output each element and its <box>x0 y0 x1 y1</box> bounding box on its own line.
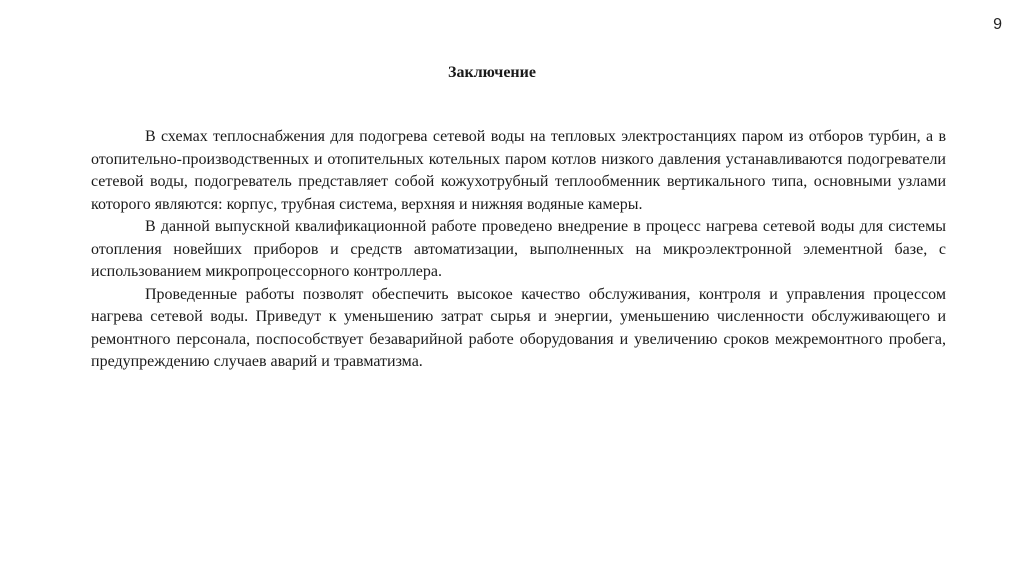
page-title: Заключение <box>448 64 536 81</box>
paragraph-3: Проведенные работы позволят обеспечить высокое качество обслуживания, контроля и управления процессом нагрева сетевой воды. Приведут к уменьшению затрат сырья и энергии, уменьшению численности обслуживающего и ремонтного персонала, поспособствует безаварийной работе оборудования и увеличению сроков межремонтного пробега, предупреждению случаев аварий и травматизма. <box>91 285 946 370</box>
conclusion-body <box>91 126 946 374</box>
page-number: 9 <box>993 16 1002 33</box>
paragraph-1: В схемах теплоснабжения для подогрева сетевой воды на тепловых электростанциях паром из отборов турбин, а в отопительно-производственных и отопительных котельных паром котлов низкого давления устанавливаются подогреватели сетевой воды, подогреватель представляет собой кожухотрубный теплообменник вертикального типа, основными узлами которого являются: корпус, трубная система, верхняя и нижняя водяные камеры. <box>91 128 946 213</box>
paragraph-2: В данной выпускной квалификационной работе проведено внедрение в процесс нагрева сетевой воды для системы отопления новейших приборов и средств автоматизации, выполненных на микроэлектронной элементной базе, с использованием микропроцессорного контроллера. <box>91 218 946 280</box>
